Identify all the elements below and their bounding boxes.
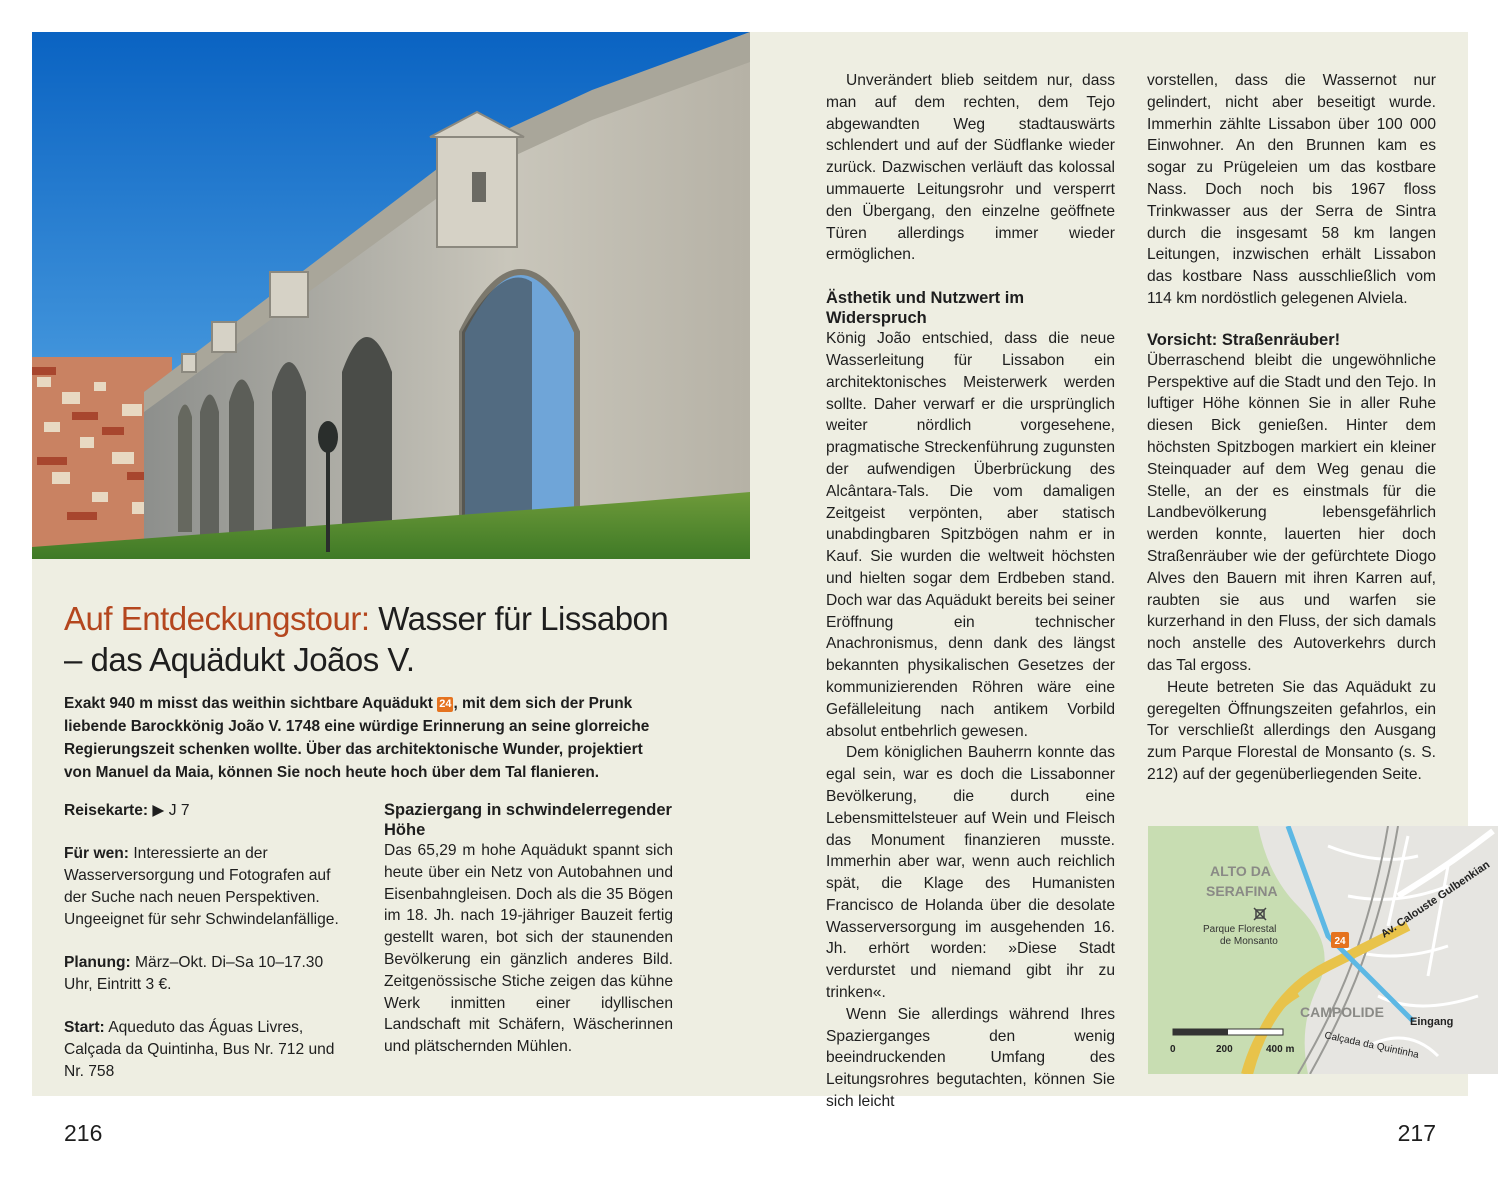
aqueduct-photo: [32, 32, 750, 559]
paragraph: Heute betreten Sie das Aquädukt zu geregelten Öffnungszeiten gefahrlos, ein Tor verschließt allerdings den Ausgang zum Parque Florestal de Monsanto (s. S. 212) auf der gegenüberliegenden Seite.: [1147, 678, 1436, 783]
map-label-avenue: Av. Calouste Gulbenkian: [1378, 858, 1493, 941]
title-line2: – das Aquädukt Joãos V.: [64, 641, 415, 678]
map-marker-24: 24: [1334, 936, 1346, 947]
text-column-3: [1147, 70, 1436, 786]
title-main: Wasser für Lissabon: [369, 600, 669, 637]
section-heading-aesthetik: Ästhetik und Nutzwert im Widerspruch: [826, 289, 1025, 328]
text-column-1: [384, 800, 673, 1058]
planung-value: März–Okt. Di–Sa 10–17.30 Uhr, Eintritt 3 €.: [64, 954, 324, 993]
scale-label-200: 200: [1216, 1044, 1233, 1055]
fuer-wen-label: Für wen:: [64, 845, 129, 862]
lead-text-end: , mit dem sich der Prunk liebende Barockkönig João V. 1748 eine würdige Erinnerung an seine glorreiche Regierungszeit schenken wollte. Über das architektonische Wunder, projektiert von Manuel da Maia, können Sie noch heute hoch über dem Tal flanieren.: [64, 695, 650, 781]
paragraph: Das 65,29 m hohe Aquädukt spannt sich heute über ein Netz von Autobahnen und Eisenbahngleisen. Doch als die 35 Bögen im 18. Jh. nach 19-jähriger Bauzeit fertig gestellt waren, bot sich der staunenden Bevölkerung ein gänzlich anderes Bild. Zeitgenössische Stiche zeigen das kühne Werk inmitten einer idyllischen Landschaft mit Schäfern, Wäscherinnen und plätschernden Mühlen.: [384, 842, 673, 1056]
section-heading-vorsicht: Vorsicht: Straßenräuber!: [1147, 330, 1341, 349]
start-value: Aqueduto das Águas Livres, Calçada da Quintinha, Bus Nr. 712 und Nr. 758: [64, 1019, 335, 1080]
info-fuer-wen: [64, 843, 354, 931]
title-accent: Auf Entdeckungstour:: [64, 600, 370, 637]
scale-label-400: 400 m: [1266, 1044, 1295, 1055]
lead-paragraph: [64, 692, 674, 784]
paragraph: Wenn Sie allerdings während Ihres Spazierganges den wenig beeindruckenden Umfang des Leitungsrohres begutachten, können Sie sich leicht: [826, 1005, 1115, 1111]
location-map: [1148, 826, 1498, 1074]
info-start: [64, 1017, 354, 1083]
info-box: [64, 800, 354, 1104]
paragraph: Unverändert blieb seitdem nur, dass man auf dem rechten, dem Tejo abgewandten Weg stadtauswärts schlendert und auf der Südflanke wieder zurück. Dazwischen verläuft das kolossal ummauerte Leitungsrohr und versperrt den Übergang, den einzelne geöffnete Türen allerdings immer wieder ermöglichen.: [826, 72, 1115, 264]
start-label: Start:: [64, 1019, 105, 1036]
location-badge: 24: [439, 698, 452, 710]
map-label-alto: ALTO DA: [1210, 863, 1271, 879]
text-column-2: [826, 70, 1115, 1113]
map-label-park: Parque Florestal: [1203, 924, 1277, 935]
article-title: [64, 598, 744, 680]
section-heading-spaziergang: Spaziergang in schwindelerregender Höhe: [384, 801, 672, 839]
page-number-left: 216: [64, 1120, 103, 1146]
paragraph: Überraschend bleibt die ungewöhnliche Perspektive auf die Stadt und den Tejo. In luftiger Höhe können Sie in aller Ruhe diesen Bick genießen. Hinter dem höchsten Spitzbogen markiert ein kleiner Steinquader auf dem Weg genau die Stelle, an der es einstmals für die Landbevölkerung lebensgefährlich werden konnte, lauerten hier doch Straßenräuber wie der gefürchtete Diogo Alves den Bauern mit ihren Karren auf, raubten sie aus und warfen sie kurzerhand in den Fluss, der sich damals noch anstelle des Autoverkehrs durch das Tal ergoss.: [1147, 351, 1436, 674]
info-planung: [64, 952, 354, 996]
map-label-calcada: Calçada da Quintinha: [1323, 1030, 1420, 1061]
map-label-park-2: de Monsanto: [1220, 936, 1278, 947]
info-reisekarte: [64, 800, 354, 822]
lead-text-start: Exakt 940 m misst das weithin sichtbare Aquädukt: [64, 695, 438, 712]
map-label-serafina: SERAFINA: [1206, 883, 1278, 899]
paragraph: König João entschied, dass die neue Wasserleitung für Lissabon ein architektonisches Meisterwerk werden sollte. Daher verwarf er die ursprünglich weiter nördlich vorgesehene, pragmatische Streckenführung zugunsten der aufwendigen Überbrückung des Alcântara-Tals. Die vom damaligen Zeitgeist verpönten, aber statisch unabdingbaren Spitzbögen nahm er in Kauf. Sie wurden die weltweit höchsten und hielten sogar dem Erdbeben stand. Doch war das Aquädukt bereits bei seiner Eröffnung ein technischer Anachronismus, denn dank des längst bekannten physikalischen Gesetzes der kommunizierenden Röhren wäre eine Gefälleleitung nach antikem Vorbild absolut entbehrlich gewesen.: [826, 330, 1115, 740]
page-number-right: 217: [1397, 1120, 1436, 1146]
paragraph: Dem königlichen Bauherrn konnte das egal sein, war es doch die Lissabonner Bevölkerung, die durch eine Lebensmittelsteuer auf Wein und Fleisch das Monument finanzieren musste. Immerhin aber war, wenn auch reichlich spät, die Klage des Humanisten Francisco de Holanda über die desolate Wasserversorgung im ausgehenden 16. Jh. erhört worden: »Diese Stadt verdurstet und niemand gibt ihr zu trinken«.: [826, 744, 1115, 1002]
map-label-campolide: CAMPOLIDE: [1300, 1004, 1384, 1020]
map-label-eingang: Eingang: [1410, 1016, 1454, 1028]
fuer-wen-value: Interessierte an der Wasserversorgung und Fotografen auf der Suche nach neuen Perspektiven. Ungeeignet für sehr Schwindelanfällige.: [64, 845, 339, 928]
paragraph: vorstellen, dass die Wassernot nur gelindert, nicht aber beseitigt wurde. Immerhin zählte Lissabon über 100 000 Einwohner. An den Brunnen kam es sogar zu Prügeleien um das kostbare Nass. Doch noch bis 1967 floss Trinkwasser aus der Serra de Sintra durch die insgesamt 58 km langen Leitungen, inzwischen erhält Lissabon das kostbare Nass ausschließlich vom 114 km nordöstlich gelegenen Alviela.: [1147, 72, 1436, 307]
scale-label-0: 0: [1170, 1044, 1176, 1055]
planung-label: Planung:: [64, 954, 131, 971]
reisekarte-value: ▶ J 7: [148, 802, 190, 819]
reisekarte-label: Reisekarte:: [64, 802, 149, 819]
